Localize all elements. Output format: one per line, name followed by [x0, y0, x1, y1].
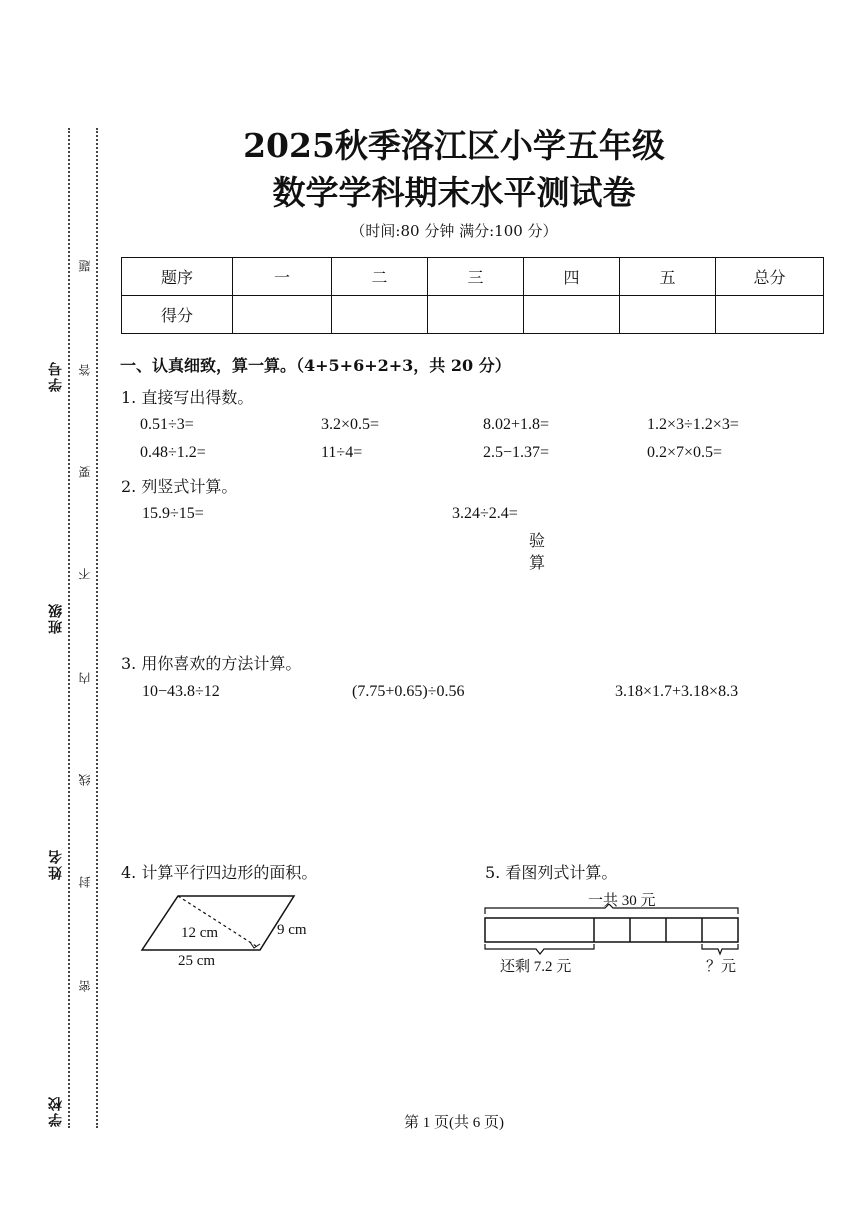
score-header-cell: 五 [620, 258, 716, 296]
q2-title: 2. 列竖式计算。 [121, 477, 238, 496]
q3-item: 3.18×1.7+3.18×8.3 [615, 683, 739, 700]
exam-title-line2: 数学学科期末水平测试卷 [272, 173, 636, 212]
score-header-cell: 三 [428, 258, 524, 296]
binding-line-inner [96, 128, 98, 1128]
score-cell[interactable] [716, 296, 824, 334]
score-cell[interactable] [524, 296, 620, 334]
seal-char-7: 封 [78, 876, 92, 888]
q3-item: 10−43.8÷12 [142, 683, 220, 700]
q5-title: 5. 看图列式计算。 [485, 863, 618, 882]
score-header-cell: 四 [524, 258, 620, 296]
seal-char-6: 线 [78, 774, 92, 786]
q4-height-label: 12 cm [181, 925, 219, 941]
label-student-id: 学号 [48, 360, 64, 392]
q1-item: 2.5−1.37= [483, 444, 550, 461]
score-table-score-row [122, 296, 824, 334]
q1-item: 1.2×3÷1.2×3= [647, 416, 739, 433]
q1-item: 0.51÷3= [140, 416, 194, 433]
label-class: 班级 [48, 602, 64, 634]
score-table [121, 257, 824, 334]
q3-title: 3. 用你喜欢的方法计算。 [121, 654, 302, 673]
score-header-cell: 题序 [122, 258, 233, 296]
seal-char-4: 不 [78, 568, 92, 580]
q1-item: 3.2×0.5= [321, 416, 380, 433]
seal-char-3: 要 [78, 466, 92, 478]
q3-item: (7.75+0.65)÷0.56 [352, 683, 465, 700]
q2-item: 3.24÷2.4= [452, 505, 518, 522]
exam-subtitle: （时间:80 分钟 满分:100 分） [350, 222, 558, 240]
q5-total-label: 一共 30 元 [588, 893, 656, 909]
q5-remain-label: 还剩 7.2 元 [500, 959, 572, 975]
q4-side-label: 9 cm [277, 922, 307, 938]
q1-item: 0.48÷1.2= [140, 444, 206, 461]
q1-item: 8.02+1.8= [483, 416, 550, 433]
score-cell[interactable] [428, 296, 524, 334]
q1-title: 1. 直接写出得数。 [121, 388, 254, 407]
binding-line-outer [68, 128, 70, 1128]
score-cell[interactable] [332, 296, 428, 334]
score-cell[interactable] [620, 296, 716, 334]
seal-char-2: 答 [78, 364, 92, 376]
page-number: 第 1 页(共 6 页) [404, 1115, 504, 1131]
label-school: 学校 [48, 1095, 64, 1127]
exam-title-line1: 2025秋季洛江区小学五年级 [243, 126, 665, 165]
seal-char-8: 密 [78, 980, 92, 992]
section1-heading: 一、认真细致，算一算。（4+5+6+2+3，共 20 分） [120, 356, 511, 375]
score-cell[interactable] [233, 296, 332, 334]
score-header-cell: 二 [332, 258, 428, 296]
q4-base-label: 25 cm [178, 953, 216, 969]
q4-title: 4. 计算平行四边形的面积。 [121, 863, 318, 882]
q5-unknown-label: ？元 [706, 959, 737, 975]
score-header-cell: 一 [233, 258, 332, 296]
q1-item: 11÷4= [321, 444, 363, 461]
seal-char-1: 题 [78, 260, 92, 272]
q2-item: 15.9÷15= [142, 505, 204, 522]
label-name: 姓名 [48, 848, 64, 880]
q2-check-label: 验算 [529, 531, 546, 572]
q1-item: 0.2×7×0.5= [647, 444, 723, 461]
score-table-header-row [122, 258, 824, 296]
score-row-label: 得分 [122, 296, 233, 334]
score-header-cell: 总分 [716, 258, 824, 296]
seal-char-5: 内 [78, 672, 92, 684]
